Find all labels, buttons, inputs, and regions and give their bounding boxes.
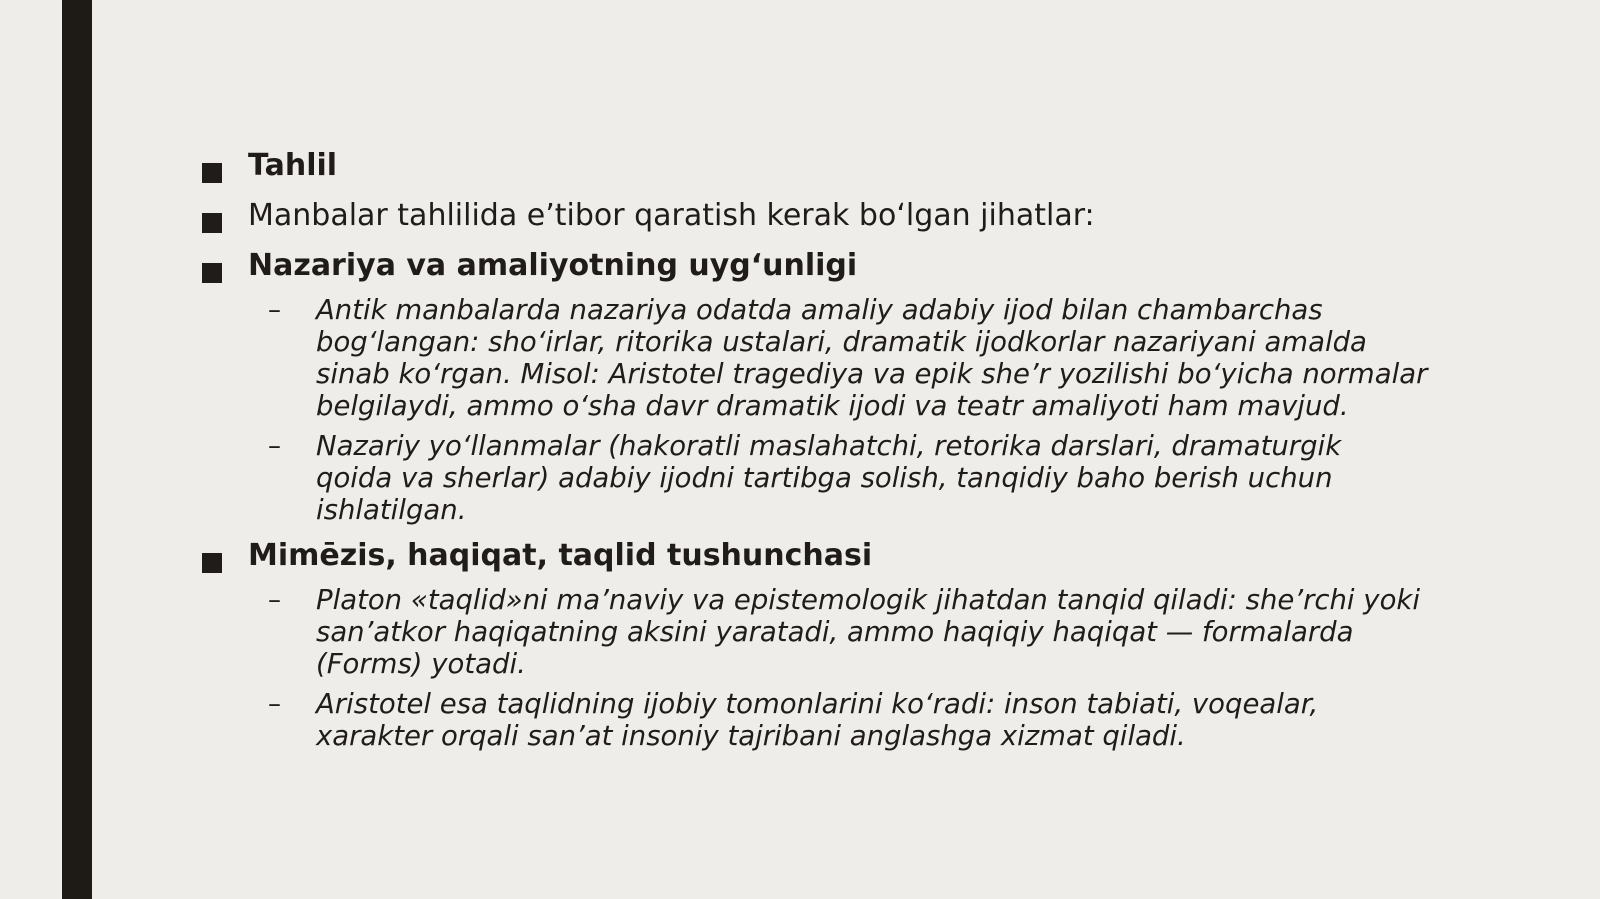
sub-bullet-text [316, 294, 1427, 422]
text-line: xarakter orqali san’at insoniy tajribani anglashga xizmat qiladi. [316, 720, 1186, 752]
bullet-item [202, 248, 1442, 284]
sub-bullet-item [202, 688, 1442, 752]
text-line: (Forms) yotadi. [316, 648, 526, 680]
bullet-item [202, 538, 1442, 574]
text-line: Antik manbalarda nazariya odatda amaliy adabiy ijod bilan chambarchas [316, 294, 1323, 326]
slide-accent-bar [62, 0, 92, 899]
sub-bullet-item [202, 294, 1442, 422]
bullet-item [202, 198, 1442, 234]
square-bullet-icon [202, 213, 222, 233]
text-line: bog‘langan: sho‘irlar, ritorika ustalari, dramatik ijodkorlar nazariyani amalda [316, 326, 1367, 358]
square-bullet-icon [202, 163, 222, 183]
slide-content [202, 148, 1442, 764]
bullet-text: Manbalar tahlilida e’tibor qaratish kerak bo‘lgan jihatlar: [248, 198, 1095, 233]
text-line: belgilaydi, ammo o‘sha davr dramatik ijodi va teatr amaliyoti ham mavjud. [316, 390, 1349, 422]
text-line: qoida va sherlar) adabiy ijodni tartibga solish, tanqidiy baho berish uchun [316, 462, 1333, 494]
sub-bullet-item [202, 584, 1442, 680]
text-line: sinab ko‘rgan. Misol: Aristotel tragediya va epik she’r yozilishi bo‘yicha normalar [316, 358, 1428, 390]
dash-bullet-icon: – [268, 431, 281, 461]
sub-bullet-item [202, 430, 1442, 526]
text-line: Platon «taqlid»ni ma’naviy va epistemologik jihatdan tanqid qiladi: she’rchi yoki [316, 584, 1420, 616]
text-line: san’atkor haqiqatning aksini yaratadi, ammo haqiqiy haqiqat — formalarda [316, 616, 1354, 648]
bullet-heading: Mimēzis, haqiqat, taqlid tushunchasi [248, 538, 873, 573]
dash-bullet-icon: – [268, 585, 281, 615]
square-bullet-icon [202, 553, 222, 573]
bullet-heading: Tahlil [248, 148, 338, 183]
sub-bullet-text [316, 584, 1420, 680]
text-line: Nazariy yo‘llanmalar (hakoratli maslahatchi, retorika darslari, dramaturgik [316, 430, 1342, 462]
text-line: Aristotel esa taqlidning ijobiy tomonlarini ko‘radi: inson tabiati, voqealar, [316, 688, 1319, 720]
sub-bullet-text [316, 688, 1318, 752]
bullet-item [202, 148, 1442, 184]
bullet-heading: Nazariya va amaliyotning uyg‘unligi [248, 248, 858, 283]
dash-bullet-icon: – [268, 295, 281, 325]
text-line: ishlatilgan. [316, 494, 467, 526]
sub-bullet-text [316, 430, 1341, 526]
dash-bullet-icon: – [268, 689, 281, 719]
square-bullet-icon [202, 263, 222, 283]
